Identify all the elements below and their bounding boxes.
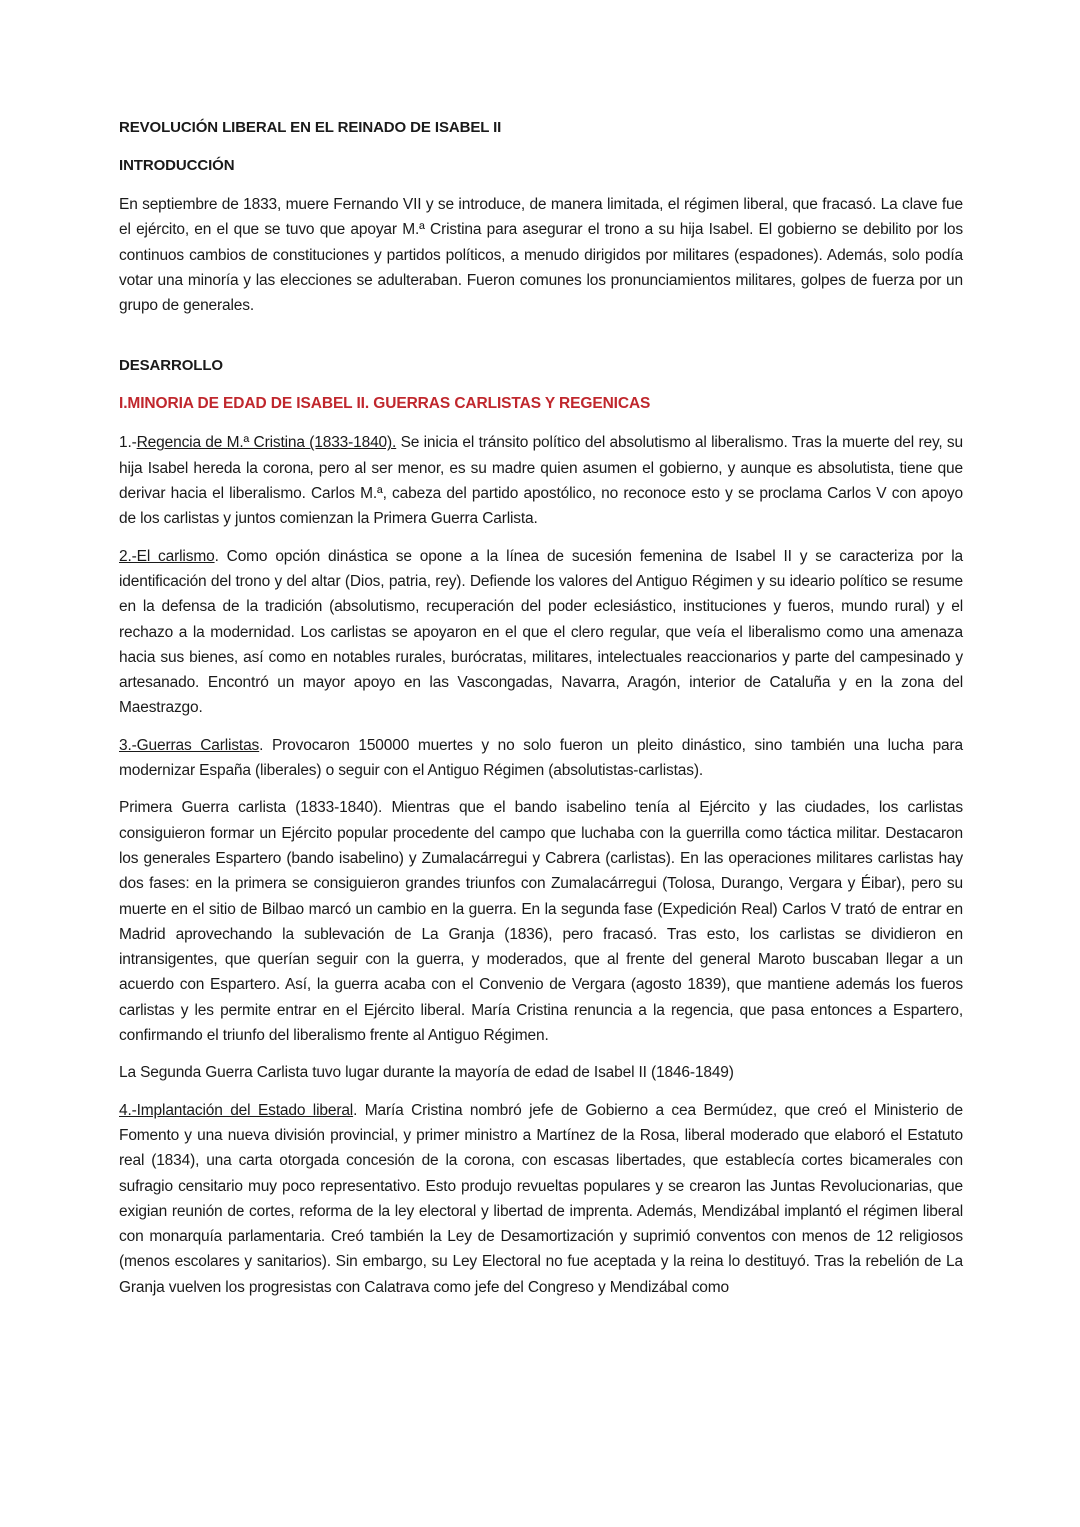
paragraph-guerras-carlistas <box>119 733 963 784</box>
paragraph-estado-label: 4.-Implantación del Estado liberal <box>119 1101 354 1119</box>
intro-heading: INTRODUCCIÓN <box>119 157 235 174</box>
section-1-heading: I.MINORIA DE EDAD DE ISABEL II. GUERRAS CARLISTAS Y REGENICAS <box>119 395 651 413</box>
intro-paragraph: En septiembre de 1833, muere Fernando VII y se introduce, de manera limitada, el régimen liberal, que fracasó. La clave fue el ejército, en el que se tuvo que apoyar M.ª Cristina para asegurar el trono a su hija Isabel. El gobierno se debilito por los continuos cambios de constituciones y partidos políticos, a menudo dirigidos por militares (espadones). Además, solo podía votar una minoría y las elecciones se adulteraban. Fueron comunes los pronunciamientos militares, golpes de fuerza por un grupo de generales. <box>119 196 963 315</box>
paragraph-primera-guerra: Primera Guerra carlista (1833-1840). Mientras que el bando isabelino tenía al Ejército y las ciudades, los carlistas consiguieron formar un Ejército popular procedente del campo que luchaba con la guerrilla como táctica militar. Destacaron los generales Espartero (bando isabelino) y Zumalacárregui y Cabrera (carlistas). En las operaciones militares carlistas hay dos fases: en la primera se consiguieron grandes triunfos con Zumalacárregui (Tolosa, Durango, Vergara y Éibar), pero su muerte en el sitio de Bilbao marcó un cambio en la guerra. En la segunda fase (Expedición Real) Carlos V trató de entrar en Madrid aprovechando la sublevación de La Granja (1836), pero fracasó. Tras esto, los carlistas se dividieron en intransigentes, que querían seguir con la guerra, y moderados, que al frente del general Maroto buscaban llegar a un acuerdo con Espartero. Así, la guerra acaba con el Convenio de Vergara (agosto 1839), que mantiene además los fueros carlistas y les permite entrar en el Ejército liberal. María Cristina renuncia a la regencia, que pasa entonces a Espartero, confirmando el triunfo del liberalismo frente al Antiguo Régimen. <box>119 799 963 1045</box>
paragraph-carlismo-label: 2.-El carlismo <box>119 547 215 565</box>
paragraph-guerras-label: 3.-Guerras Carlistas <box>119 736 260 754</box>
paragraph-guerras-text: . Provocaron 150000 muertes y no solo fueron un pleito dinástico, sino también una lucha para modernizar España (liberales) o seguir con el Antiguo Régimen (absolutistas-carlistas). <box>119 736 963 780</box>
paragraph-carlismo-text: . Como opción dinástica se opone a la línea de sucesión femenina de Isabel II y se caracteriza por la identificación del trono y del altar (Dios, patria, rey). Defiende los valores del Antiguo Régimen y su ideario político se resume en la defensa de la tradición (absolutismo, recuperación del poder eclesiástico, instituciones y fueros, mundo rural) y el rechazo a la modernidad. Los carlistas se apoyaron en el que el clero regular, que veía el liberalismo como una amenaza hacia sus bienes, así como en notables rurales, burócratas, militares, intelectuales reaccionarios y parte del campesinado y artesanado. Encontró un mayor apoyo en las Vascongadas, Navarra, Aragón, interior de Cataluña y en la zona del Maestrazgo. <box>119 547 963 717</box>
paragraph-estado-text: . María Cristina nombró jefe de Gobierno a cea Bermúdez, que creó el Ministerio de Fomento y una nueva división provincial, y primer ministro a Martínez de la Rosa, liberal moderado que elaboró el Estatuto real (1834), una carta otorgada concesión de la corona, con escasas libertades, que establecía cortes bicamerales con sufragio censitario muy poco representativo. Esto produjo revueltas populares y se crearon las Juntas Revolucionarias, que exigian reunión de cortes, reforma de la ley electoral y libertad de imprenta. Además, Mendizábal implantó el régimen liberal con monarquía parlamentaria. Creó también la Ley de Desamortización y suprimió conventos con menos de 12 religiosos (menos escolares y sanitarios). Sin embargo, su Ley Electoral no fue aceptada y la reina lo destituyó. Tras la rebelión de La Granja vuelven los progresistas con Calatrava como jefe del Congreso y Mendizábal como <box>119 1101 963 1296</box>
paragraph-regencia-text: Se inicia el tránsito político del absolutismo al liberalismo. Tras la muerte del rey, su hija Isabel hereda la corona, pero al ser menor, es su madre quien asumen el gobierno, y aunque es absolutista, tiene que derivar hacia el liberalismo. Carlos M.ª, cabeza del partido apostólico, no reconoce esto y se proclama Carlos V con apoyo de los carlistas y juntos comienzan la Primera Guerra Carlista. <box>119 434 963 528</box>
development-heading: DESARROLLO <box>119 357 224 375</box>
paragraph-regencia-prefix: 1.- <box>119 434 137 452</box>
document-title: REVOLUCIÓN LIBERAL EN EL REINADO DE ISABEL II <box>119 119 502 136</box>
paragraph-regencia <box>119 430 963 531</box>
document-page <box>119 118 963 1312</box>
paragraph-estado-liberal <box>119 1098 963 1300</box>
paragraph-carlismo <box>119 544 963 721</box>
paragraph-segunda-guerra: La Segunda Guerra Carlista tuvo lugar durante la mayoría de edad de Isabel II (1846-1849) <box>119 1064 734 1082</box>
paragraph-regencia-label: Regencia de M.ª Cristina (1833-1840). <box>136 434 397 452</box>
